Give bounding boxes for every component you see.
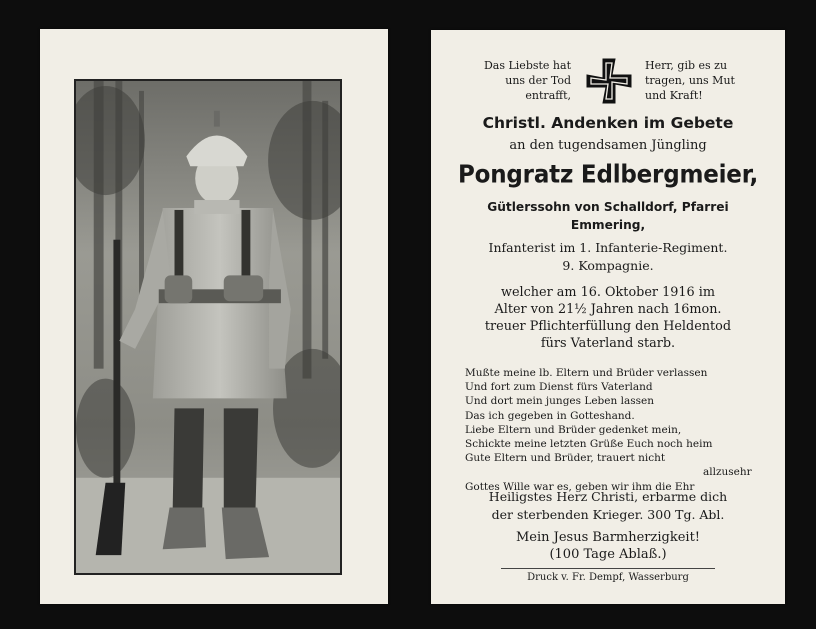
- poem-line: Gute Eltern und Brüder, trauert nicht: [465, 452, 666, 465]
- card-subheading: an den tugendsamen Jüngling: [509, 138, 707, 153]
- duty-line: treuer Pflichterfüllung den Heldentod: [484, 319, 732, 334]
- card-heading: Christl. Andenken im Gebete: [482, 114, 734, 132]
- jesus-line: Mein Jesus Barmherzigkeit!: [515, 530, 701, 545]
- poem-line: Liebe Eltern und Brüder gedenket mein,: [465, 423, 682, 436]
- soldier-portrait-image: [76, 81, 340, 573]
- printer-credit: Druck v. Fr. Dempf, Wasserburg: [527, 572, 689, 583]
- iron-cross-icon: [585, 57, 633, 105]
- soldier-photo: [74, 79, 342, 575]
- poem-line: Mußte meine lb. Eltern und Brüder verlassen: [465, 367, 708, 379]
- regiment-line: Infanterist im 1. Infanterie-Regiment.: [488, 240, 728, 255]
- company-line: 9. Kompagnie.: [562, 258, 654, 273]
- prayer-line: Heiligstes Herz Christi, erbarme dich: [488, 489, 728, 504]
- motto-right-line: Herr, gib es zu: [645, 59, 728, 72]
- vaterland-line: fürs Vaterland starb.: [540, 336, 676, 351]
- motto-left-line: entrafft,: [525, 89, 571, 102]
- motto-row: [431, 54, 785, 112]
- poem-line: Das ich gegeben in Gotteshand.: [465, 409, 635, 422]
- poem-line: Und dort mein junges Leben lassen: [465, 395, 654, 408]
- poem-line: Gottes Wille war es, geben wir ihm die Ehr: [465, 480, 695, 493]
- motto-left-line: Das Liebste hat: [483, 59, 571, 72]
- origin-line: Gütlerssohn von Schalldorf, Pfarrei: [487, 200, 729, 214]
- motto-right-line: und Kraft!: [645, 89, 703, 102]
- poem: [465, 366, 765, 494]
- death-date-line: welcher am 16. Oktober 1916 im: [501, 285, 715, 300]
- divider: [501, 568, 715, 569]
- motto-left-line: uns der Tod: [505, 74, 571, 87]
- prayer-line: der sterbenden Krieger. 300 Tg. Abl.: [491, 507, 725, 522]
- memorial-card-text: [431, 30, 785, 604]
- origin-line: Emmering,: [570, 218, 646, 232]
- motto-right-line: tragen, uns Mut: [645, 74, 735, 87]
- indulgence-line: (100 Tage Ablaß.): [549, 547, 667, 562]
- poem-line: Schickte meine letzten Grüße Euch noch heim: [465, 438, 713, 451]
- poem-line: Und fort zum Dienst fürs Vaterland: [465, 381, 653, 394]
- motto-left: [443, 58, 571, 103]
- photo-card: [40, 29, 388, 604]
- poem-line: allzusehr: [703, 466, 752, 479]
- motto-right: [645, 58, 775, 103]
- age-line: Alter von 21½ Jahren nach 16mon.: [494, 302, 722, 317]
- deceased-name: Pongratz Edlbergmeier,: [457, 160, 759, 190]
